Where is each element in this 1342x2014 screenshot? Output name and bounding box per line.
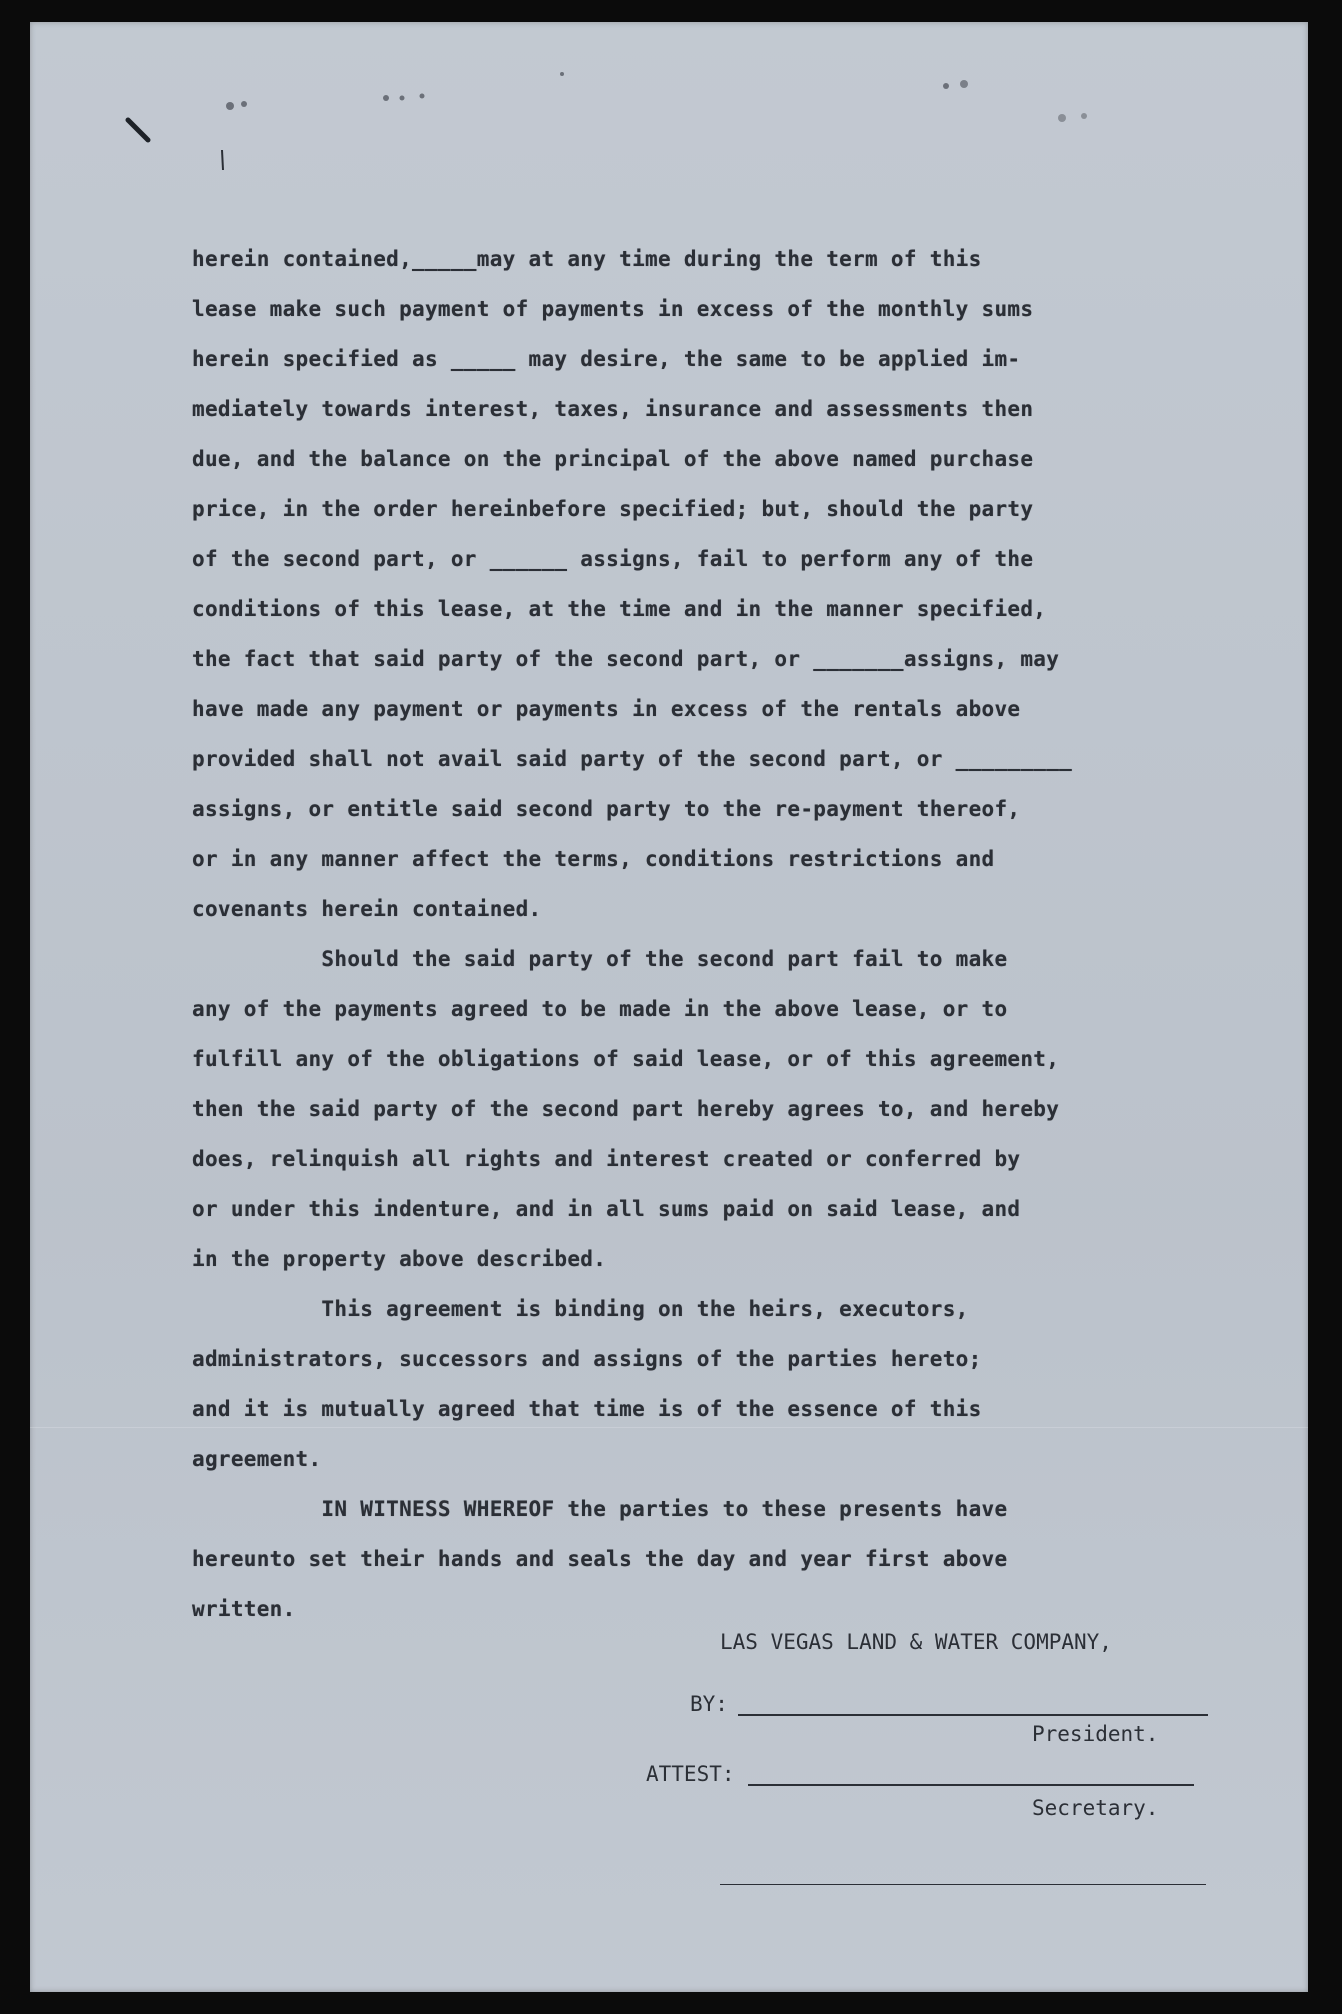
paper-fold-line (30, 1427, 1308, 1428)
body-line-27: hereunto set their hands and seals the day and year first above (192, 1547, 1008, 1571)
document-page (30, 22, 1308, 1992)
body-line-18: then the said party of the second part hereby agrees to, and hereby (192, 1097, 1060, 1121)
body-line-9: the fact that said party of the second part, or _______assigns, may (192, 647, 1060, 671)
signature-company-name: LAS VEGAS LAND & WATER COMPANY, (720, 1630, 1112, 1654)
body-line-24: and it is mutually agreed that time is of the essence of this (192, 1397, 982, 1421)
body-line-28: written. (192, 1597, 296, 1621)
body-line-25: agreement. (192, 1447, 322, 1471)
body-line-19: does, relinquish all rights and interest created or conferred by (192, 1147, 1021, 1171)
body-line-12: assigns, or entitle said second party to the re-payment thereof, (192, 797, 1021, 821)
body-line-22: This agreement is binding on the heirs, executors, (192, 1297, 969, 1321)
body-line-5: due, and the balance on the principal of the above named purchase (192, 447, 1034, 471)
body-line-21: in the property above described. (192, 1247, 607, 1271)
body-line-8: conditions of this lease, at the time and in the manner specified, (192, 597, 1047, 621)
signature-by-label: BY: (690, 1692, 728, 1716)
president-title: President. (1032, 1722, 1159, 1746)
body-line-23: administrators, successors and assigns of the parties hereto; (192, 1347, 982, 1371)
body-line-15: Should the said party of the second part fail to make (192, 947, 1008, 971)
stray-ink-marks (30, 22, 1308, 222)
body-line-17: fulfill any of the obligations of said lease, or of this agreement, (192, 1047, 1060, 1071)
body-line-13: or in any manner affect the terms, conditions restrictions and (192, 847, 995, 871)
body-line-11: provided shall not avail said party of the second part, or _________ (192, 747, 1073, 771)
secretary-title: Secretary. (1032, 1796, 1159, 1820)
body-line-3: herein specified as _____ may desire, the same to be applied im- (192, 347, 1021, 371)
body-line-4: mediately towards interest, taxes, insurance and assessments then (192, 397, 1034, 421)
body-line-2: lease make such payment of payments in excess of the monthly sums (192, 297, 1034, 321)
body-line-26: IN WITNESS WHEREOF the parties to these presents have (192, 1497, 1008, 1521)
body-line-14: covenants herein contained. (192, 897, 542, 921)
witness-signature-line (720, 1884, 1206, 1885)
body-text (192, 247, 1073, 1621)
body-line-16: any of the payments agreed to be made in the above lease, or to (192, 997, 1008, 1021)
secretary-signature-line (748, 1784, 1194, 1786)
signature-attest-label: ATTEST: (646, 1762, 735, 1786)
body-line-20: or under this indenture, and in all sums paid on said lease, and (192, 1197, 1021, 1221)
president-signature-line (738, 1714, 1208, 1716)
body-line-1: herein contained,_____may at any time during the term of this (192, 247, 982, 271)
body-line-7: of the second part, or ______ assigns, fail to perform any of the (192, 547, 1034, 571)
body-line-10: have made any payment or payments in excess of the rentals above (192, 697, 1021, 721)
body-line-6: price, in the order hereinbefore specified; but, should the party (192, 497, 1034, 521)
